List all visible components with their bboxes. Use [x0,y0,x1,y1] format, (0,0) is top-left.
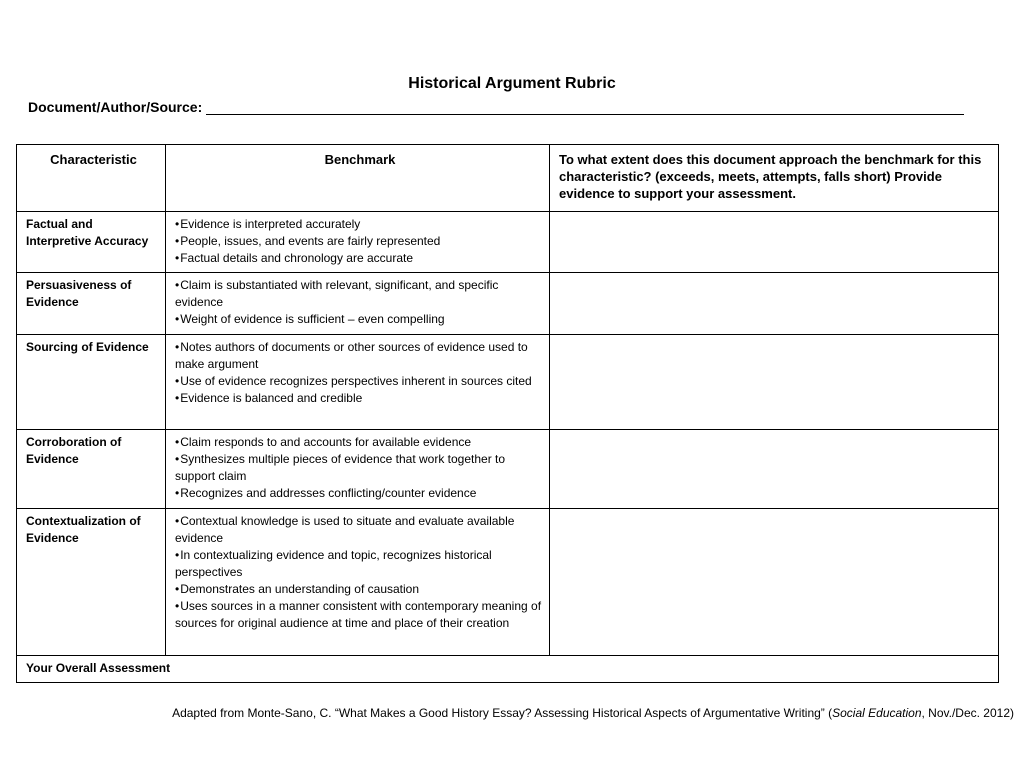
row-characteristic: Contextualization of Evidence [17,509,166,656]
table-row [17,509,999,656]
benchmark-item: • Demonstrates an understanding of causation [175,581,545,598]
overall-assessment-label[interactable]: Your Overall Assessment [17,656,999,683]
benchmark-item: • In contextualizing evidence and topic, recognizes historical perspectives [175,547,545,581]
row-benchmark [166,335,550,430]
document-source-label: Document/Author/Source: [28,99,203,115]
benchmark-item: • Uses sources in a manner consistent with contemporary meaning of sources for original audience at time and place of their creation [175,598,545,632]
table-row [17,273,999,335]
benchmark-item: • Recognizes and addresses conflicting/counter evidence [175,485,545,502]
row-benchmark [166,430,550,509]
header-assessment: To what extent does this document approach the benchmark for this characteristic? (exceeds, meets, attempts, falls short) Provide evidence to support your assessment. [550,145,999,212]
benchmark-item: • Evidence is interpreted accurately [175,216,545,233]
benchmark-item: • Contextual knowledge is used to situate and evaluate available evidence [175,513,545,547]
document-source-blank[interactable] [206,100,964,115]
table-row [17,335,999,430]
row-characteristic: Sourcing of Evidence [17,335,166,430]
benchmark-item: • Weight of evidence is sufficient – even compelling [175,311,545,328]
rubric-table [16,144,999,683]
citation-prefix: Adapted from Monte-Sano, C. “What Makes a Good History Essay? Assessing Historical Aspects of Argumentative Writing” ( [172,706,833,720]
header-characteristic: Characteristic [17,145,166,212]
row-assessment-cell[interactable] [550,335,999,430]
row-characteristic: Persuasiveness of Evidence [17,273,166,335]
table-row [17,212,999,273]
header-row [17,145,999,212]
table-row [17,430,999,509]
benchmark-item: • Synthesizes multiple pieces of evidence that work together to support claim [175,451,545,485]
row-assessment-cell[interactable] [550,212,999,273]
row-assessment-cell[interactable] [550,273,999,335]
row-characteristic: Factual and Interpretive Accuracy [17,212,166,273]
citation-footer [172,706,1014,720]
benchmark-item: • Factual details and chronology are accurate [175,250,545,267]
row-assessment-cell[interactable] [550,430,999,509]
overall-row [17,656,999,683]
header-benchmark: Benchmark [166,145,550,212]
benchmark-item: • Claim is substantiated with relevant, significant, and specific evidence [175,277,545,311]
row-benchmark [166,509,550,656]
row-characteristic: Corroboration of Evidence [17,430,166,509]
document-source-line [28,99,964,115]
benchmark-item: • People, issues, and events are fairly represented [175,233,545,250]
row-benchmark [166,273,550,335]
row-benchmark [166,212,550,273]
benchmark-item: • Use of evidence recognizes perspectives inherent in sources cited [175,373,545,390]
citation-journal: Social Education [832,706,922,720]
benchmark-item: • Claim responds to and accounts for available evidence [175,434,545,451]
benchmark-item: • Notes authors of documents or other sources of evidence used to make argument [175,339,545,373]
citation-suffix: , Nov./Dec. 2012) [921,706,1014,720]
page-title: Historical Argument Rubric [408,75,616,92]
benchmark-item: • Evidence is balanced and credible [175,390,545,407]
row-assessment-cell[interactable] [550,509,999,656]
